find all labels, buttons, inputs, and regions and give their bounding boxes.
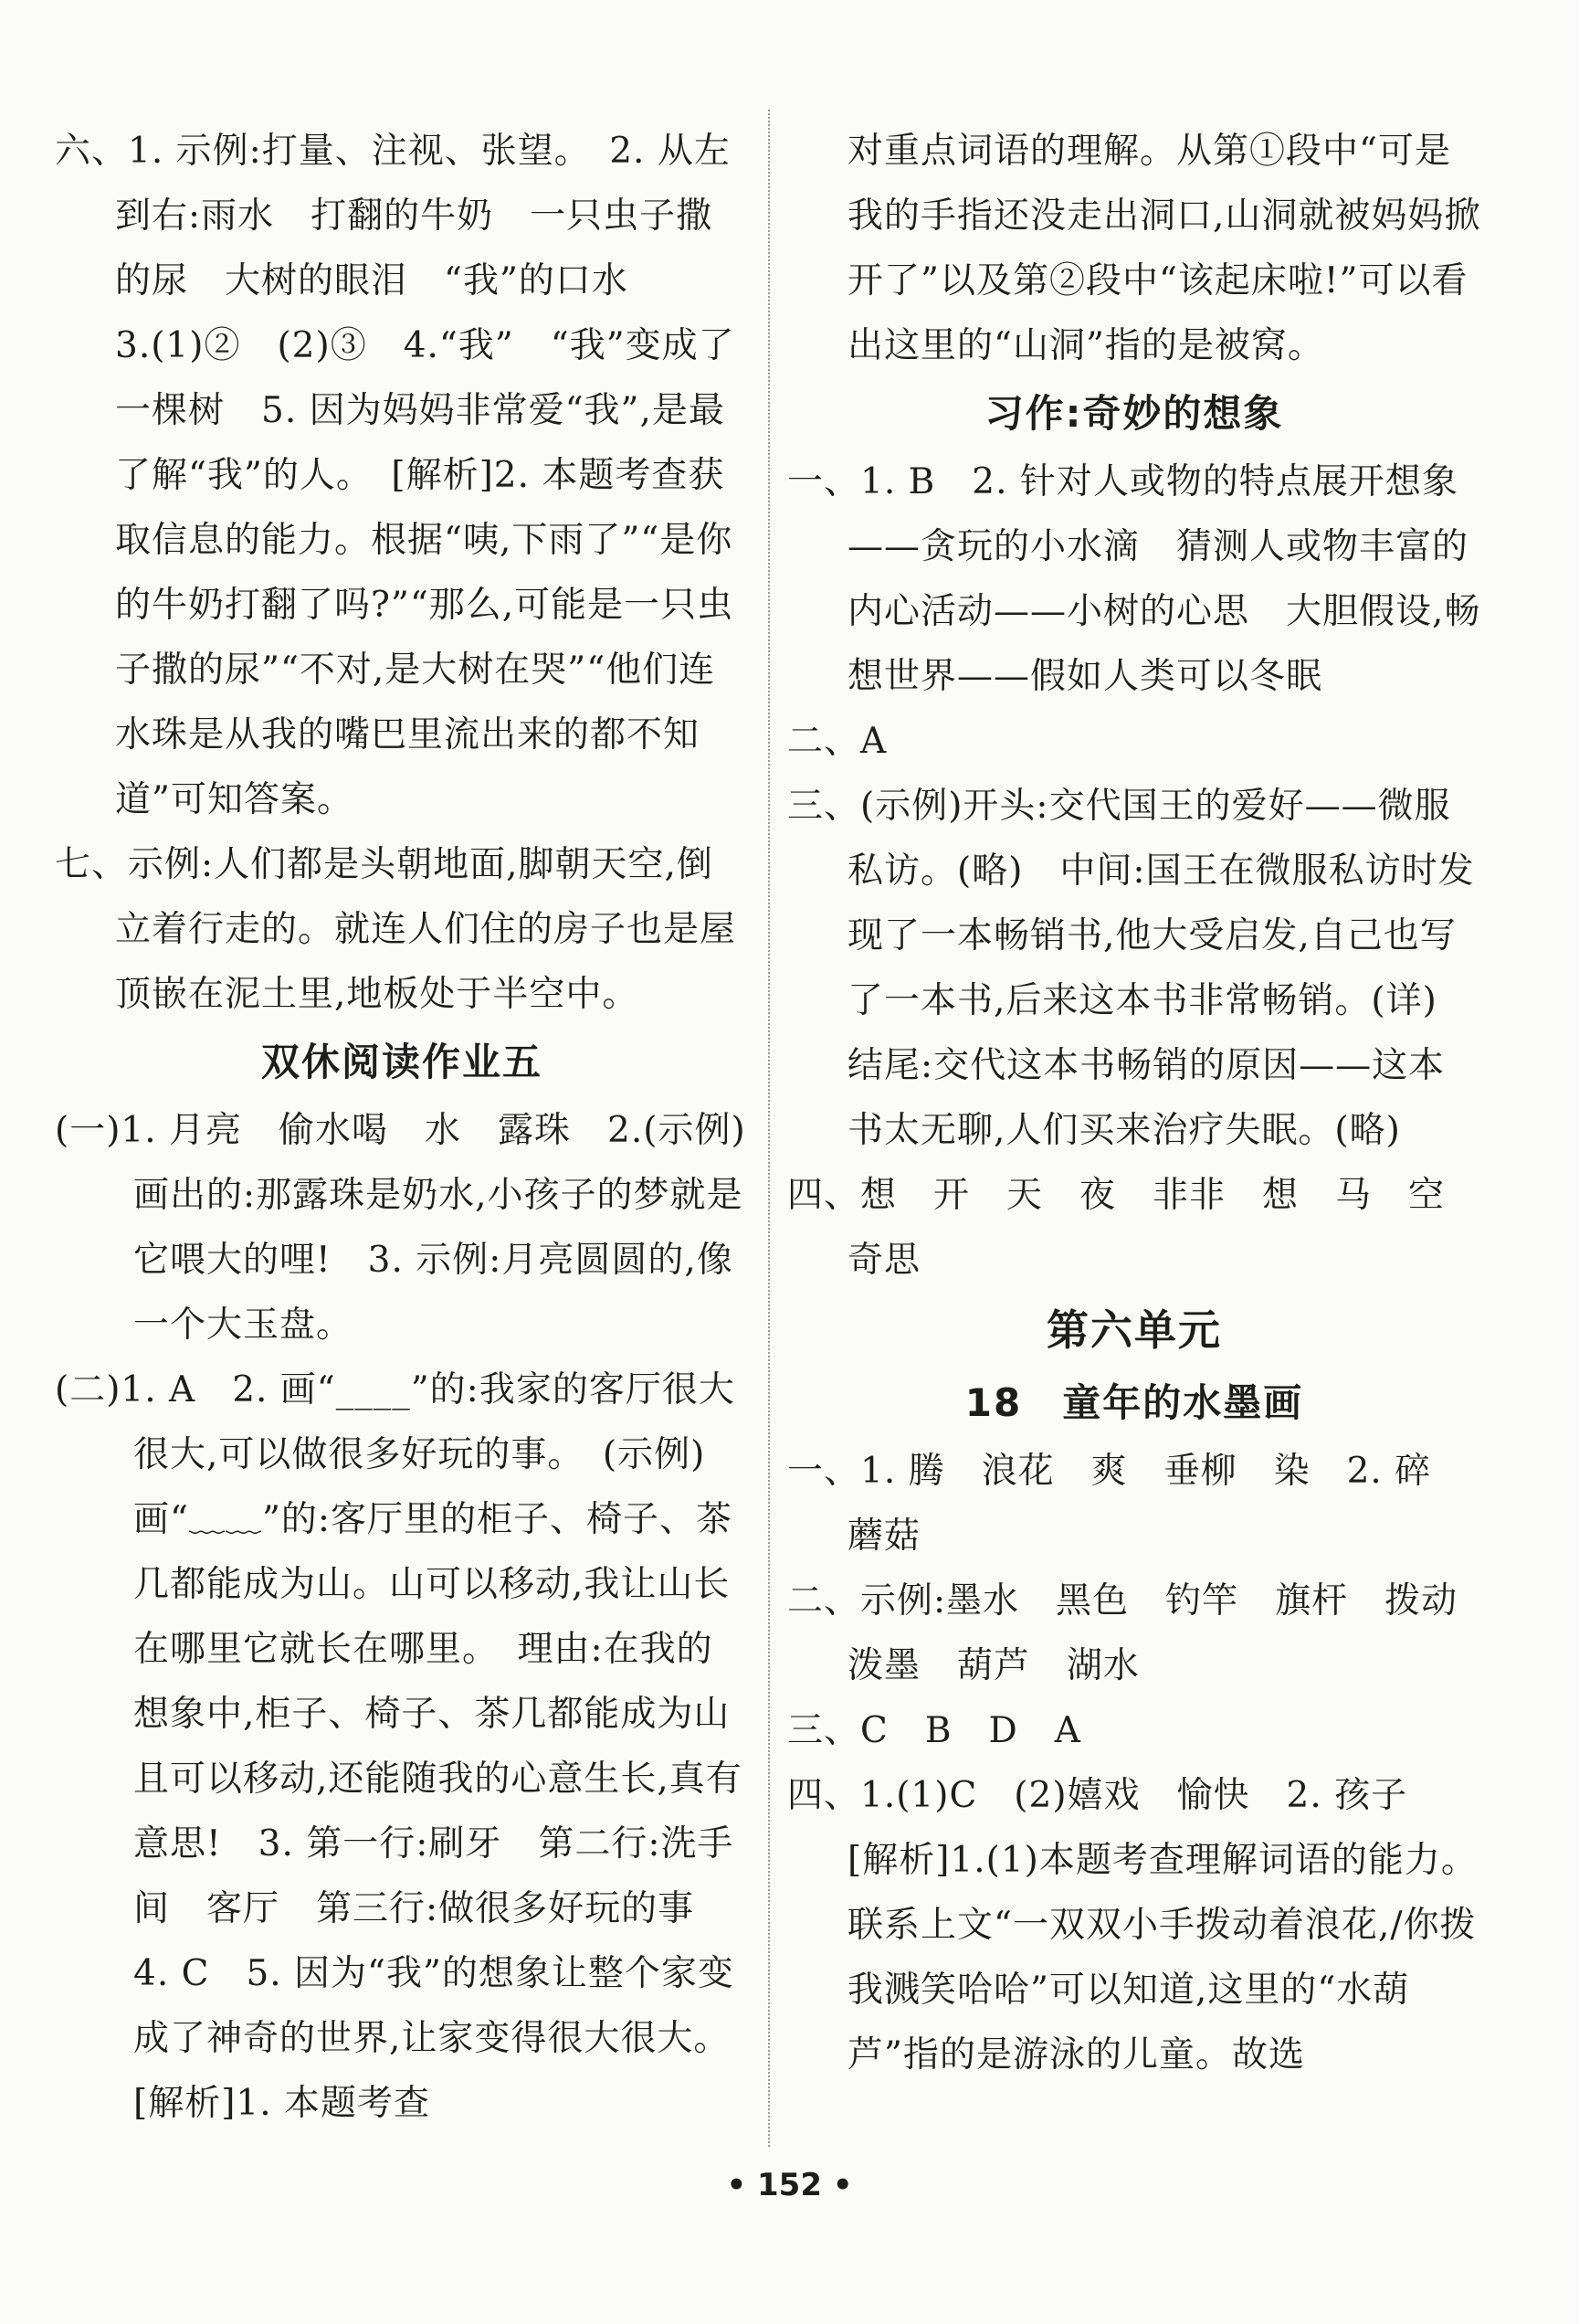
- answer-section-6: 六、1. 示例:打量、注视、张望。 2. 从左到右:雨水 打翻的牛奶 一只虫子撒的尿 大树的眼泪 “我”的口水: [55, 131, 731, 301]
- writing-answer-1: 一、1. B 2. 针对人或物的特点展开想象——贪玩的小水滴 猜测人或物丰富的内心活动——小树的心思 大胆假设,畅想世界——假如人类可以冬眠: [787, 461, 1481, 697]
- writing-answer-4: 四、想 开 天 夜 非非 想 马 空 奇思: [787, 1175, 1482, 1281]
- section-heading-weekend-reading-5: 双休阅读作业五: [260, 1040, 542, 1084]
- lesson-heading-18: 18 童年的水墨画: [964, 1380, 1304, 1425]
- analysis-continued: 对重点词语的理解。从第①段中“可是我的手指还没走出洞口,山洞就被妈妈掀开了”以及第②段中“该起床啦!”可以看出这里的“山洞”指的是被窝。: [847, 131, 1481, 366]
- column-divider: [768, 110, 770, 2147]
- reading-part-1: (一)1. 月亮 偷水喝 水 露珠 2.(示例)画出的:那露珠是奶水,小孩子的梦就是它喂大的哩! 3. 示例:月亮圆圆的,像一个大玉盘。: [55, 1110, 746, 1346]
- lesson-answer-1: 一、1. 腾 浪花 爽 垂柳 染 2. 碎 蘑菇: [787, 1451, 1468, 1557]
- right-column: [787, 119, 1481, 2087]
- answer-section-7: 七、示例:人们都是头朝地面,脚朝天空,倒立着行走的。就连人们住的房子也是屋顶嵌在泥土里,地板处于半空中。: [55, 844, 737, 1015]
- lesson-analysis: [解析]1.(1)本题考查理解词语的能力。联系上文“一双双小手拨动着浪花,/你拨我溅笑哈哈”可以知道,这里的“水葫芦”指的是游泳的儿童。故选: [847, 1840, 1478, 2076]
- writing-answer-2: 二、A: [787, 721, 888, 762]
- lesson-answer-2: 二、示例:墨水 黑色 钓竿 旗杆 拨动泼墨 葫芦 湖水: [787, 1580, 1458, 1686]
- left-column: [55, 119, 749, 2136]
- answer-section-6-continued: 3.(1)② (2)③ 4.“我” “我”变成了一棵树 5. 因为妈妈非常爱“我”,是最了解“我”的人。 [解析]2. 本题考查获取信息的能力。根据“咦,下雨了”“是你的牛奶打翻了吗?”“那么,可能是一只虫子撒的尿”“不对,是大树在哭”“他们连水珠是从我的嘴巴里流出来的都不知道”可知答案。: [115, 325, 735, 820]
- lesson-answer-4: 四、1.(1)C (2)嬉戏 愉快 2. 孩子: [787, 1775, 1408, 1816]
- unit-heading-6: 第六单元: [1047, 1305, 1222, 1355]
- page-number: • 152 •: [726, 2167, 853, 2203]
- writing-answer-3: 三、(示例)开头:交代国王的爱好——微服私访。(略) 中间:国王在微服私访时发现了一本畅销书,他大受启发,自己也写了一本书,后来这本书非常畅销。(详) 结尾:交代这本书畅销的原因——这本书太无聊,人们买来治疗失眠。(略): [787, 786, 1475, 1151]
- section-heading-writing: 习作:奇妙的想象: [984, 391, 1284, 436]
- reading-part-2: (二)1. A 2. 画“____”的:我家的客厅很大很大,可以做很多好玩的事。 (示例)画“﹏﹏”的:客厅里的柜子、椅子、茶几都能成为山。山可以移动,我让山长在哪里它就长在哪里。 理由:在我的想象中,柜子、椅子、茶几都能成为山且可以移动,还能随我的心意生长,真有意思! 3. 第一行:刷牙 第二行:洗手间 客厅 第三行:做很多好玩的事 4. C 5. 因为“我”的想象让整个家变成了神奇的世界,让家变得很大很大。 [解析]1. 本题考查: [55, 1369, 749, 2124]
- lesson-answer-3: 三、C B D A: [787, 1710, 1081, 1751]
